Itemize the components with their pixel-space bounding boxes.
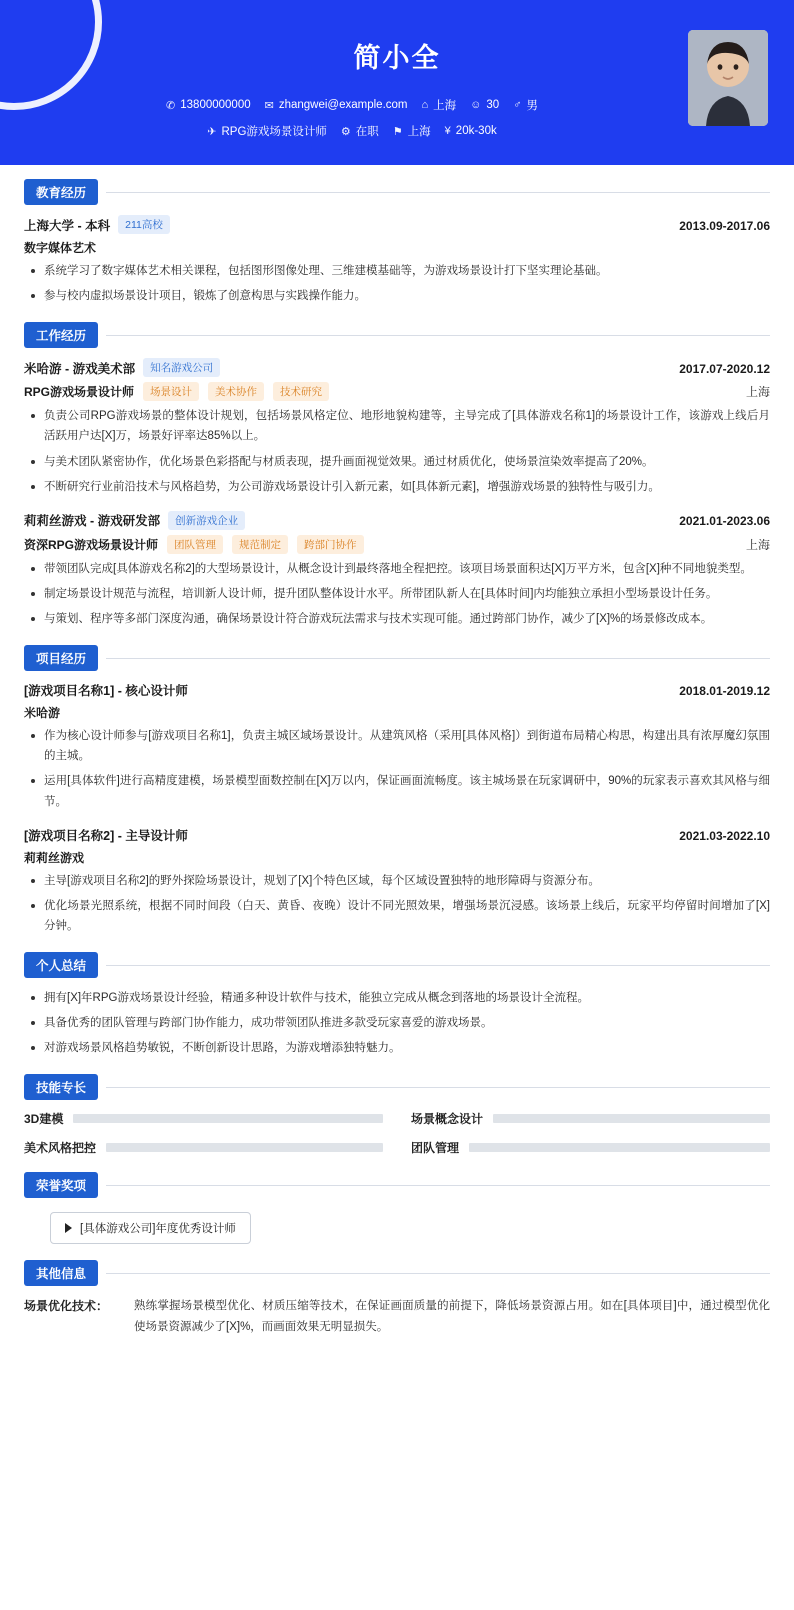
list-item: 与美术团队紧密协作，优化场景色彩搭配与材质表现，提升画面视觉效果。通过材质优化，使场景渲染效率提高了20%。 xyxy=(28,452,770,472)
skill-item xyxy=(411,1139,770,1156)
list-item: 对游戏场景风格趋势敏锐，不断创新设计思路，为游戏增添独特魅力。 xyxy=(28,1038,770,1058)
honor-item[interactable] xyxy=(50,1212,251,1244)
section-header-other xyxy=(24,1260,770,1286)
project-bullets xyxy=(28,726,770,812)
section-title-skills: 技能专长 xyxy=(24,1074,98,1100)
section-header-summary xyxy=(24,952,770,978)
project-entry xyxy=(24,826,770,936)
section-rule xyxy=(106,1087,770,1088)
section-education xyxy=(24,179,770,306)
section-title-projects: 项目经历 xyxy=(24,645,98,671)
list-item: 带领团队完成[具体游戏名称2]的大型场景设计，从概念设计到最终落地全程把控。该项目场景面积达[X]万平方米，包含[X]种不同地貌类型。 xyxy=(28,559,770,579)
section-projects xyxy=(24,645,770,936)
work-role-tag: 规范制定 xyxy=(232,535,288,554)
project-date: 2018.01-2019.12 xyxy=(679,684,770,699)
gender-icon: ♂ xyxy=(513,99,522,111)
work-bullets xyxy=(28,406,770,497)
work-role-tag: 技术研究 xyxy=(273,382,329,401)
list-item: 运用[具体软件]进行高精度建模，场景模型面数控制在[X]万以内，保证画面流畅度。该主城场景在玩家调研中，90%的玩家表示喜欢其风格与细节。 xyxy=(28,771,770,811)
education-entry xyxy=(24,215,770,306)
section-summary xyxy=(24,952,770,1058)
work-date: 2021.01-2023.06 xyxy=(679,514,770,529)
other-text: 熟练掌握场景模型优化、材质压缩等技术，在保证画面质量的前提下，降低场景资源占用。如在[具体项目]中，通过模型优化使场景资源减少了[X]%，而画面效果无明显损失。 xyxy=(134,1300,770,1333)
contact-email-text: zhangwei@example.com xyxy=(278,99,408,111)
job-target xyxy=(207,123,327,139)
phone-icon: ✆ xyxy=(166,99,176,112)
work-role-row xyxy=(24,535,770,554)
work-company: 米哈游 - 游戏美术部 xyxy=(24,361,136,376)
work-location: 上海 xyxy=(745,537,770,552)
age-icon: ☺ xyxy=(470,99,482,111)
education-date: 2013.09-2017.06 xyxy=(679,218,770,233)
education-major: 数字媒体艺术 xyxy=(24,241,97,255)
work-tag: 知名游戏公司 xyxy=(143,358,220,377)
job-status xyxy=(341,123,379,139)
job-line xyxy=(24,123,770,139)
section-header-honors xyxy=(24,1172,770,1198)
contact-email xyxy=(265,99,408,112)
work-role-tag: 美术协作 xyxy=(208,382,264,401)
list-item: 制定场景设计规范与流程，培训新人设计师，提升团队整体设计水平。所带团队新人在[具体时间]内均能独立承担小型场景设计任务。 xyxy=(28,584,770,604)
work-role-row xyxy=(24,382,770,401)
section-title-education: 教育经历 xyxy=(24,179,98,205)
list-item: 不断研究行业前沿技术与风格趋势，为公司游戏场景设计引入新元素，如[具体新元素]，增强游戏场景的独特性与吸引力。 xyxy=(28,477,770,497)
contact-phone-text: 13800000000 xyxy=(180,99,251,111)
skill-bar xyxy=(469,1143,770,1152)
section-rule xyxy=(106,192,770,193)
project-entry xyxy=(24,681,770,812)
resume-header xyxy=(0,0,794,165)
section-rule xyxy=(106,335,770,336)
section-work xyxy=(24,322,770,629)
work-entry-left xyxy=(24,358,220,377)
skill-bar xyxy=(493,1114,770,1123)
target-icon: ✈ xyxy=(207,125,217,138)
section-skills xyxy=(24,1074,770,1156)
avatar-photo xyxy=(688,30,768,126)
skill-label: 3D建模 xyxy=(24,1112,64,1127)
job-target-text: RPG游戏场景设计师 xyxy=(221,126,327,138)
page-title: 简小全 xyxy=(353,43,441,73)
skill-label: 美术风格把控 xyxy=(24,1141,97,1156)
section-title-work: 工作经历 xyxy=(24,322,98,348)
education-entry-row xyxy=(24,215,770,234)
work-bullets xyxy=(28,559,770,629)
location-icon: ⌂ xyxy=(421,99,429,111)
work-entry xyxy=(24,511,770,629)
skill-label: 场景概念设计 xyxy=(411,1112,484,1127)
section-header-work xyxy=(24,322,770,348)
education-school: 上海大学 - 本科 xyxy=(24,218,111,233)
education-tag: 211高校 xyxy=(118,215,170,234)
list-item: 参与校内虚拟场景设计项目，锻炼了创意构思与实践操作能力。 xyxy=(28,286,770,306)
section-rule xyxy=(106,965,770,966)
other-label: 场景优化技术： xyxy=(24,1299,109,1314)
section-title-honors: 荣誉奖项 xyxy=(24,1172,98,1198)
status-icon: ⚙ xyxy=(340,125,351,138)
skill-item xyxy=(24,1110,383,1127)
list-item: 优化场景光照系统，根据不同时间段（白天、黄昏、夜晚）设计不同光照效果，增强场景沉浸感。该场景上线后，玩家平均停留时间增加了[X]分钟。 xyxy=(28,896,770,936)
project-name: [游戏项目名称2] - 主导设计师 xyxy=(24,828,188,843)
work-entry xyxy=(24,358,770,497)
section-header-education xyxy=(24,179,770,205)
play-triangle-icon xyxy=(65,1223,72,1233)
list-item: 拥有[X]年RPG游戏场景设计经验，精通多种设计软件与技术，能独立完成从概念到落地的场景设计全流程。 xyxy=(28,988,770,1008)
job-status-text: 在职 xyxy=(355,126,379,138)
list-item: 作为核心设计师参与[游戏项目名称1]，负责主城区域场景设计。从建筑风格（采用[具体风格]）到街道布局精心构思，构建出具有浓厚魔幻氛围的主城。 xyxy=(28,726,770,766)
work-role-left xyxy=(24,382,329,401)
work-role-tag: 跨部门协作 xyxy=(297,535,364,554)
section-rule xyxy=(106,1273,770,1274)
resume-body xyxy=(0,165,794,1379)
mail-icon: ✉ xyxy=(264,99,274,112)
work-entry-row xyxy=(24,358,770,377)
work-role-tag: 团队管理 xyxy=(167,535,223,554)
education-entry-left xyxy=(24,215,170,234)
contact-gender-text: 男 xyxy=(526,100,538,112)
work-tag: 创新游戏企业 xyxy=(168,511,245,530)
list-item: 系统学习了数字媒体艺术相关课程，包括图形图像处理、三维建模基础等，为游戏场景设计打下坚实理论基础。 xyxy=(28,261,770,281)
work-entry-left xyxy=(24,511,245,530)
list-item: 负责公司RPG游戏场景的整体设计规划，包括场景风格定位、地形地貌构建等，主导完成了[具体游戏名称1]的场景设计工作，该游戏上线后月活跃用户达[X]万，场景好评率达85%以上。 xyxy=(28,406,770,446)
project-entry-left xyxy=(24,681,188,699)
project-bullets xyxy=(28,871,770,936)
work-entry-row xyxy=(24,511,770,530)
project-entry-left xyxy=(24,826,188,844)
education-bullets xyxy=(28,261,770,306)
section-title-summary: 个人总结 xyxy=(24,952,98,978)
list-item: 主导[游戏项目名称2]的野外探险场景设计，规划了[X]个特色区域，每个区域设置独特的地形障碍与资源分布。 xyxy=(28,871,770,891)
project-name: [游戏项目名称1] - 核心设计师 xyxy=(24,684,188,699)
project-date: 2021.03-2022.10 xyxy=(679,828,770,843)
work-company: 莉莉丝游戏 - 游戏研发部 xyxy=(24,514,161,529)
skills-grid xyxy=(24,1110,770,1156)
project-entry-row xyxy=(24,681,770,699)
job-city xyxy=(393,123,431,139)
summary-bullets xyxy=(28,988,770,1058)
job-city-text: 上海 xyxy=(407,126,431,138)
section-header-projects xyxy=(24,645,770,671)
list-item: 具备优秀的团队管理与跨部门协作能力，成功带领团队推进多款受玩家喜爱的游戏场景。 xyxy=(28,1013,770,1033)
avatar xyxy=(688,30,768,126)
contact-line xyxy=(24,97,770,113)
work-role: 资深RPG游戏场景设计师 xyxy=(24,537,159,552)
skill-bar xyxy=(106,1143,383,1152)
skill-item xyxy=(24,1139,383,1156)
contact-gender xyxy=(513,97,538,113)
job-salary xyxy=(445,125,497,137)
section-title-other: 其他信息 xyxy=(24,1260,98,1286)
section-honors xyxy=(24,1172,770,1244)
project-entry-row xyxy=(24,826,770,844)
section-other xyxy=(24,1260,770,1336)
work-role-tag: 场景设计 xyxy=(143,382,199,401)
work-role: RPG游戏场景设计师 xyxy=(24,385,135,400)
contact-phone xyxy=(166,99,251,112)
contact-location-text: 上海 xyxy=(433,100,457,112)
skill-item xyxy=(411,1110,770,1127)
skill-bar xyxy=(73,1114,383,1123)
other-row xyxy=(24,1296,770,1336)
job-salary-text: 20k-30k xyxy=(455,125,497,137)
city-icon: ⚑ xyxy=(392,125,403,138)
list-item: 与策划、程序等多部门深度沟通，确保场景设计符合游戏玩法需求与技术实现可能。通过跨部门协作，减少了[X]%的场景修改成本。 xyxy=(28,609,770,629)
section-header-skills xyxy=(24,1074,770,1100)
contact-age xyxy=(470,99,499,111)
section-rule xyxy=(106,1185,770,1186)
project-company: 米哈游 xyxy=(24,706,61,721)
section-rule xyxy=(106,658,770,659)
skill-label: 团队管理 xyxy=(411,1141,460,1156)
salary-icon: ¥ xyxy=(444,125,451,137)
honor-label: [具体游戏公司]年度优秀设计师 xyxy=(80,1223,236,1236)
contact-location xyxy=(422,97,457,113)
project-company: 莉莉丝游戏 xyxy=(24,850,85,865)
work-date: 2017.07-2020.12 xyxy=(679,361,770,376)
contact-age-text: 30 xyxy=(486,99,500,111)
work-role-left xyxy=(24,535,364,554)
work-location: 上海 xyxy=(745,385,770,400)
